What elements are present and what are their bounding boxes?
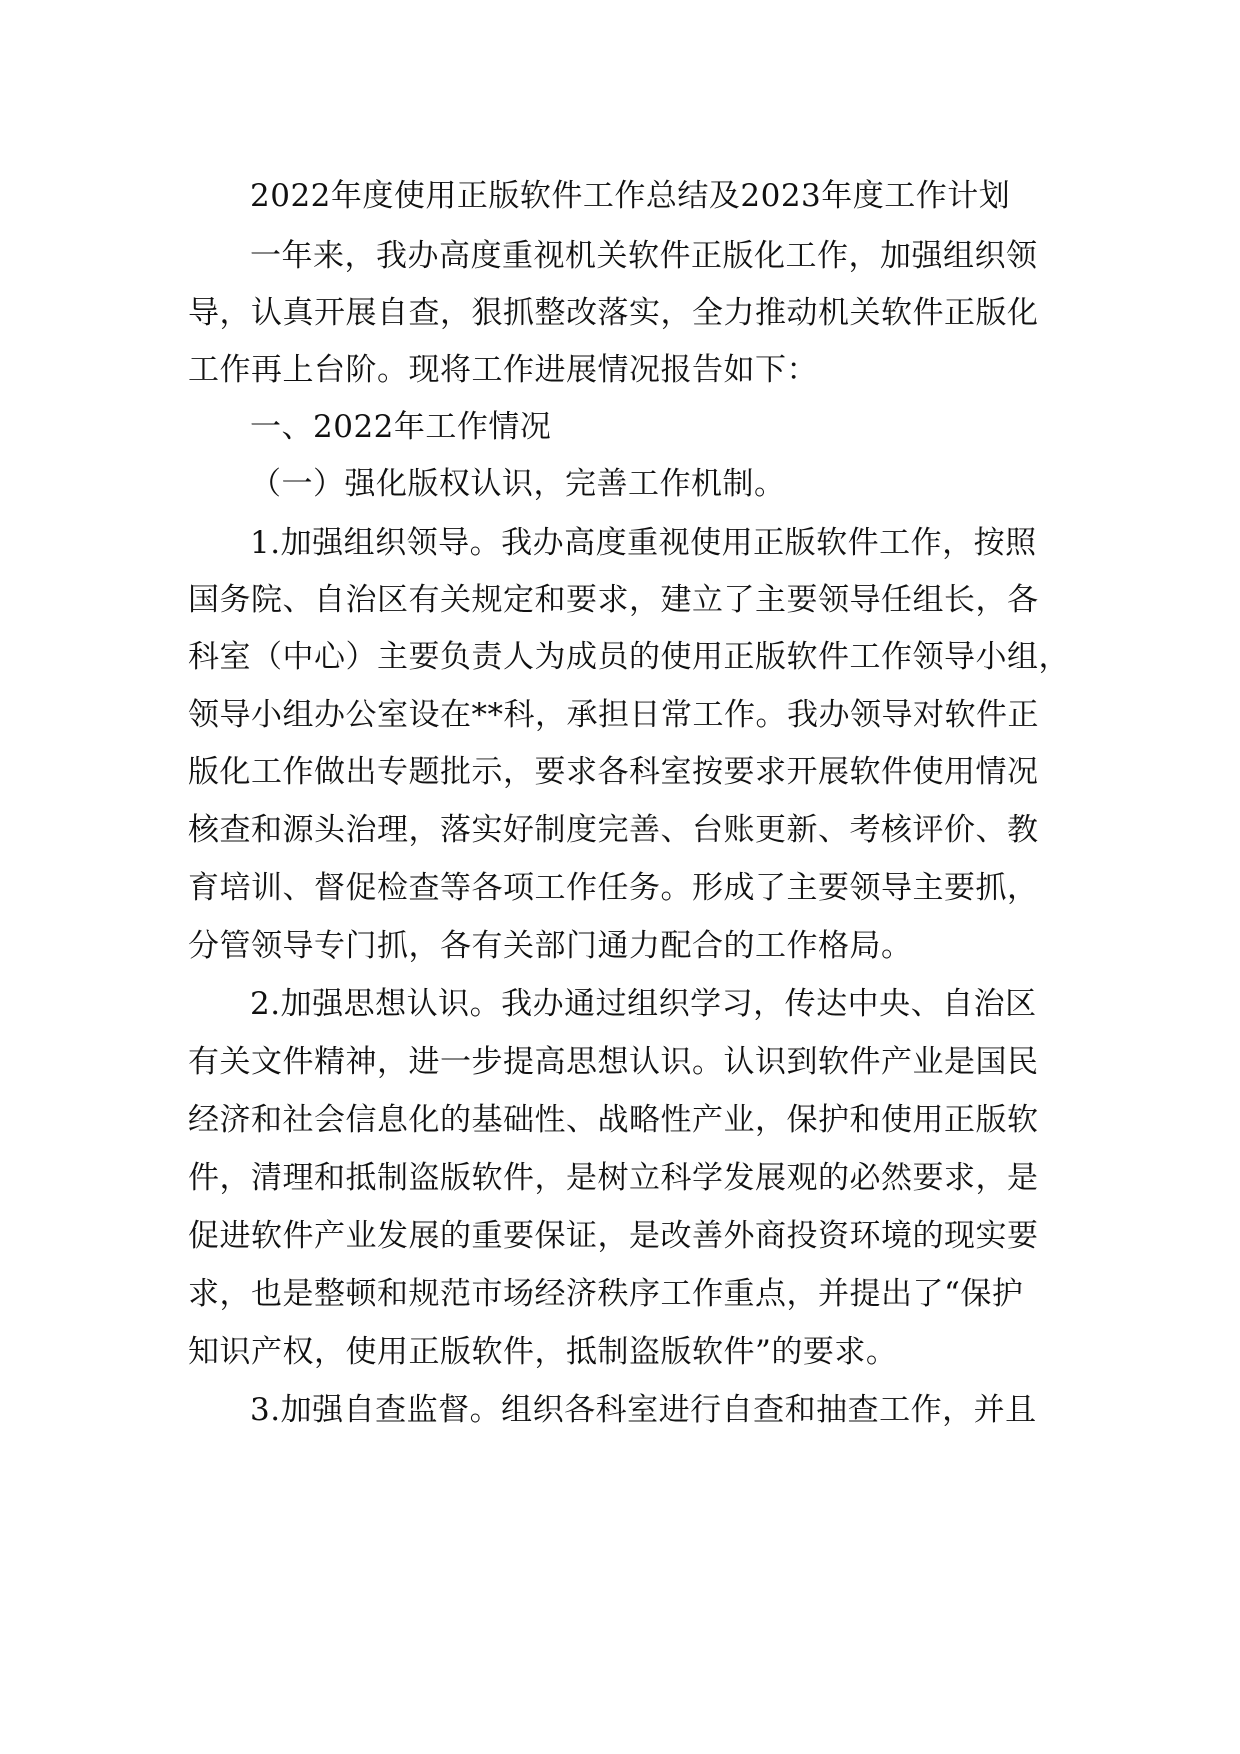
paragraph-line: 核查和源头治理，落实好制度完善、台账更新、考核评价、教 <box>188 812 1039 848</box>
document-title: 2022年度使用正版软件工作总结及2023年度工作计划 <box>250 178 1011 214</box>
section-heading: 一、2022年工作情况 <box>250 409 552 445</box>
paragraph-line: 育培训、督促检查等各项工作任务。形成了主要领导主要抓， <box>188 870 1039 906</box>
subsection-heading: （一）强化版权认识，完善工作机制。 <box>250 466 786 502</box>
paragraph-line: 件，清理和抵制盗版软件，是树立科学发展观的必然要求，是 <box>188 1160 1039 1196</box>
paragraph-line: 知识产权，使用正版软件，抵制盗版软件”的要求。 <box>188 1334 898 1370</box>
paragraph-line: 版化工作做出专题批示，要求各科室按要求开展软件使用情况 <box>188 754 1039 790</box>
paragraph-line: 工作再上台阶。现将工作进展情况报告如下： <box>188 352 818 388</box>
paragraph-line: 分管领导专门抓，各有关部门通力配合的工作格局。 <box>188 928 913 964</box>
paragraph-line: 导，认真开展自查，狠抓整改落实，全力推动机关软件正版化 <box>188 295 1039 331</box>
paragraph-line: 1.加强组织领导。我办高度重视使用正版软件工作，按照 <box>250 525 1037 561</box>
paragraph-line: 求，也是整顿和规范市场经济秩序工作重点，并提出了“保护 <box>188 1276 1024 1312</box>
paragraph-line: 促进软件产业发展的重要保证，是改善外商投资环境的现实要 <box>188 1218 1039 1254</box>
paragraph-line: 经济和社会信息化的基础性、战略性产业，保护和使用正版软 <box>188 1102 1039 1138</box>
paragraph-line: 国务院、自治区有关规定和要求，建立了主要领导任组长，各 <box>188 582 1039 618</box>
paragraph-line: 2.加强思想认识。我办通过组织学习，传达中央、自治区 <box>250 986 1037 1022</box>
paragraph-line: 一年来，我办高度重视机关软件正版化工作，加强组织领 <box>250 238 1038 274</box>
paragraph-line: 有关文件精神，进一步提高思想认识。认识到软件产业是国民 <box>188 1044 1039 1080</box>
paragraph-line: 科室（中心）主要负责人为成员的使用正版软件工作领导小组， <box>188 639 1070 675</box>
paragraph-line: 领导小组办公室设在**科，承担日常工作。我办领导对软件正 <box>188 697 1039 733</box>
paragraph-line: 3.加强自查监督。组织各科室进行自查和抽查工作，并且 <box>250 1392 1037 1428</box>
